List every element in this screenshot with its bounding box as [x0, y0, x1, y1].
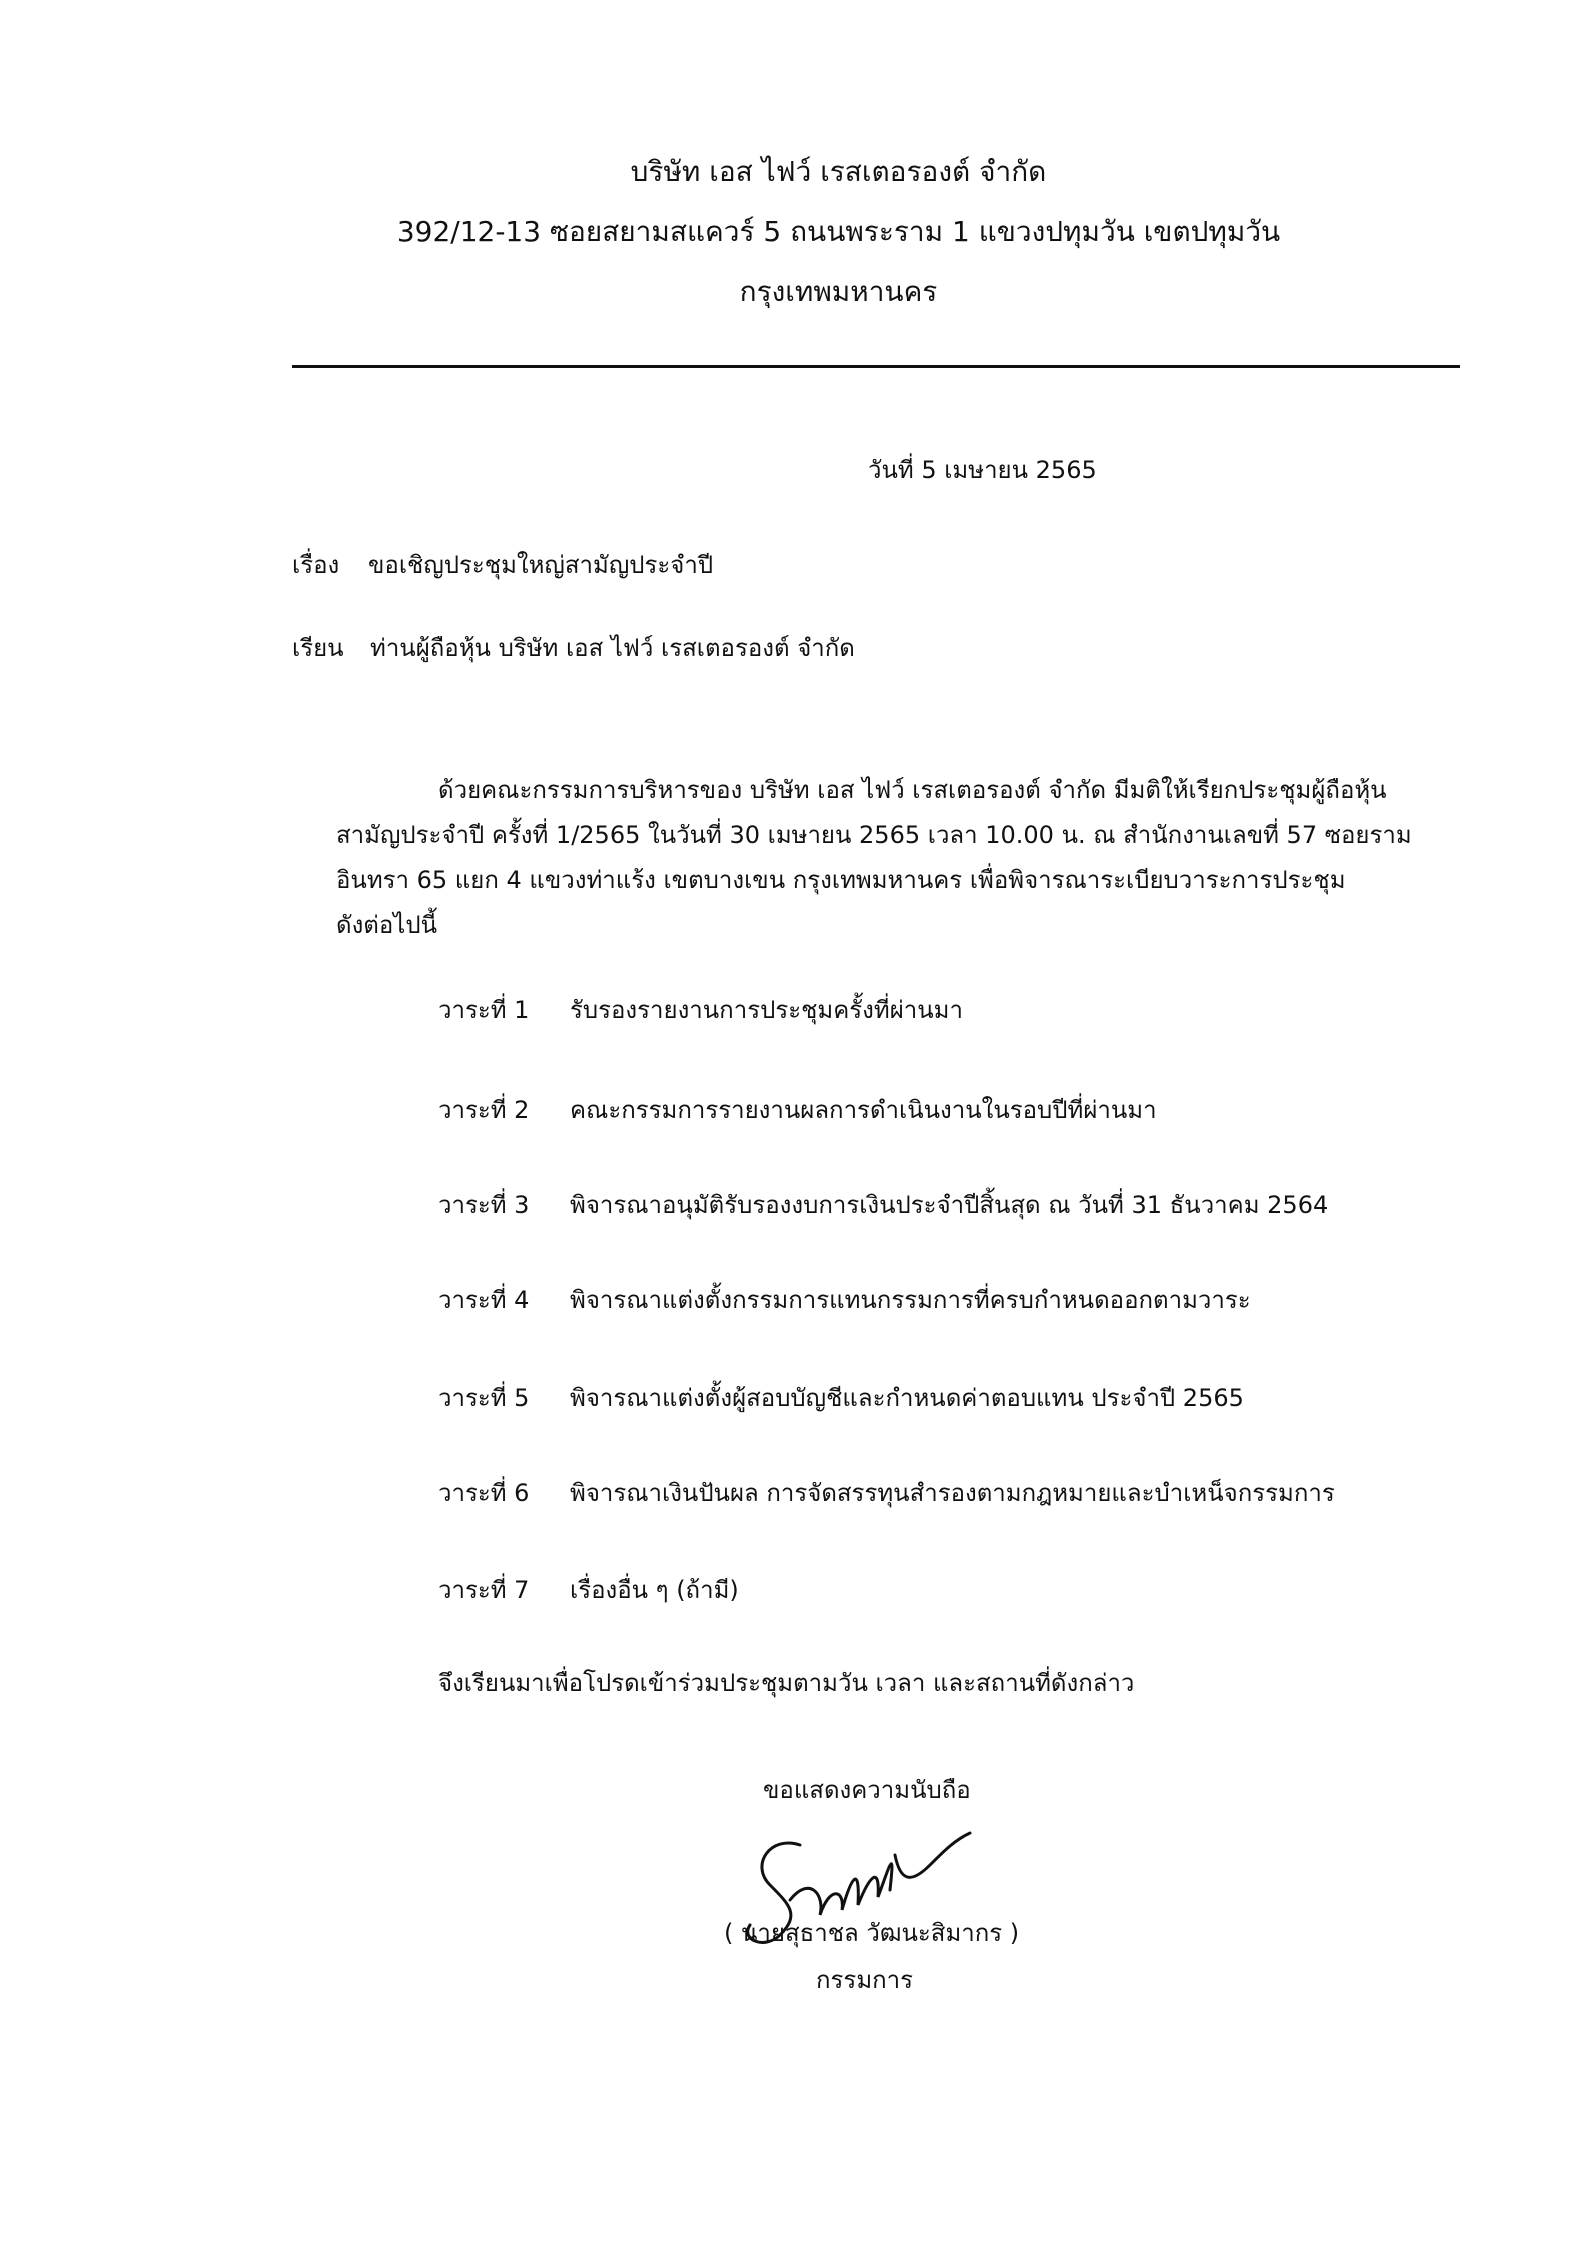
agenda-item: พิจารณาเงินปันผล การจัดสรรทุนสำรองตามกฎหมายและบำเหน็จกรรมการ: [570, 1479, 1335, 1507]
subject-label: เรื่อง: [292, 551, 340, 579]
agenda-item: พิจารณาอนุมัติรับรองงบการเงินประจำปีสิ้นสุด ณ วันที่ 31 ธันวาคม 2564: [570, 1191, 1329, 1219]
subject-text: ขอเชิญประชุมใหญ่สามัญประจำปี: [368, 551, 714, 579]
header-divider: [292, 365, 1460, 368]
body-line-2: สามัญประจำปี ครั้งที่ 1/2565 ในวันที่ 30 เมษายน 2565 เวลา 10.00 น. ณ สำนักงานเลขที่ 57 ซอยราม: [336, 821, 1412, 849]
agenda-item: รับรองรายงานการประชุมครั้งที่ผ่านมา: [570, 996, 963, 1024]
agenda-number: วาระที่ 3: [438, 1191, 530, 1219]
agenda-number: วาระที่ 2: [438, 1096, 530, 1124]
agenda-number: วาระที่ 1: [438, 996, 530, 1024]
body-line-4: ดังต่อไปนี้: [336, 911, 438, 939]
agenda-number: วาระที่ 4: [438, 1286, 530, 1314]
signatory-name: ( นายสุธาชล วัฒนะสิมากร ): [724, 1919, 1020, 1947]
agenda-number: วาระที่ 6: [438, 1479, 530, 1507]
agenda-item: พิจารณาแต่งตั้งกรรมการแทนกรรมการที่ครบกำหนดออกตามวาระ: [570, 1286, 1251, 1314]
recipient-text: ท่านผู้ถือหุ้น บริษัท เอส ไฟว์ เรสเตอรองต์ จำกัด: [370, 634, 855, 662]
company-name: บริษัท เอส ไฟว์ เรสเตอรองต์ จำกัด: [630, 155, 1047, 188]
letter-date: วันที่ 5 เมษายน 2565: [868, 456, 1097, 484]
company-city: กรุงเทพมหานคร: [739, 275, 938, 308]
agenda-item: คณะกรรมการรายงานผลการดำเนินงานในรอบปีที่ผ่านมา: [570, 1096, 1157, 1124]
agenda-number: วาระที่ 5: [438, 1384, 530, 1412]
recipient-label: เรียน: [292, 634, 344, 662]
signatory-position: กรรมการ: [816, 1966, 914, 1994]
body-line-3: อินทรา 65 แยก 4 แขวงท่าแร้ง เขตบางเขน กรุงเทพมหานคร เพื่อพิจารณาระเบียบวาระการประชุม: [336, 866, 1346, 894]
closing-line: จึงเรียนมาเพื่อโปรดเข้าร่วมประชุมตามวัน เวลา และสถานที่ดังกล่าว: [438, 1669, 1135, 1697]
agenda-item: พิจารณาแต่งตั้งผู้สอบบัญชีและกำหนดค่าตอบแทน ประจำปี 2565: [570, 1384, 1244, 1412]
agenda-item: เรื่องอื่น ๆ (ถ้ามี): [570, 1576, 739, 1604]
company-address: 392/12-13 ซอยสยามสแควร์ 5 ถนนพระราม 1 แขวงปทุมวัน เขตปทุมวัน: [396, 215, 1281, 248]
regards-text: ขอแสดงความนับถือ: [763, 1776, 971, 1804]
body-line-1: ด้วยคณะกรรมการบริหารของ บริษัท เอส ไฟว์ เรสเตอรองต์ จำกัด มีมติให้เรียกประชุมผู้ถือหุ้น: [438, 776, 1387, 804]
agenda-number: วาระที่ 7: [438, 1576, 530, 1604]
